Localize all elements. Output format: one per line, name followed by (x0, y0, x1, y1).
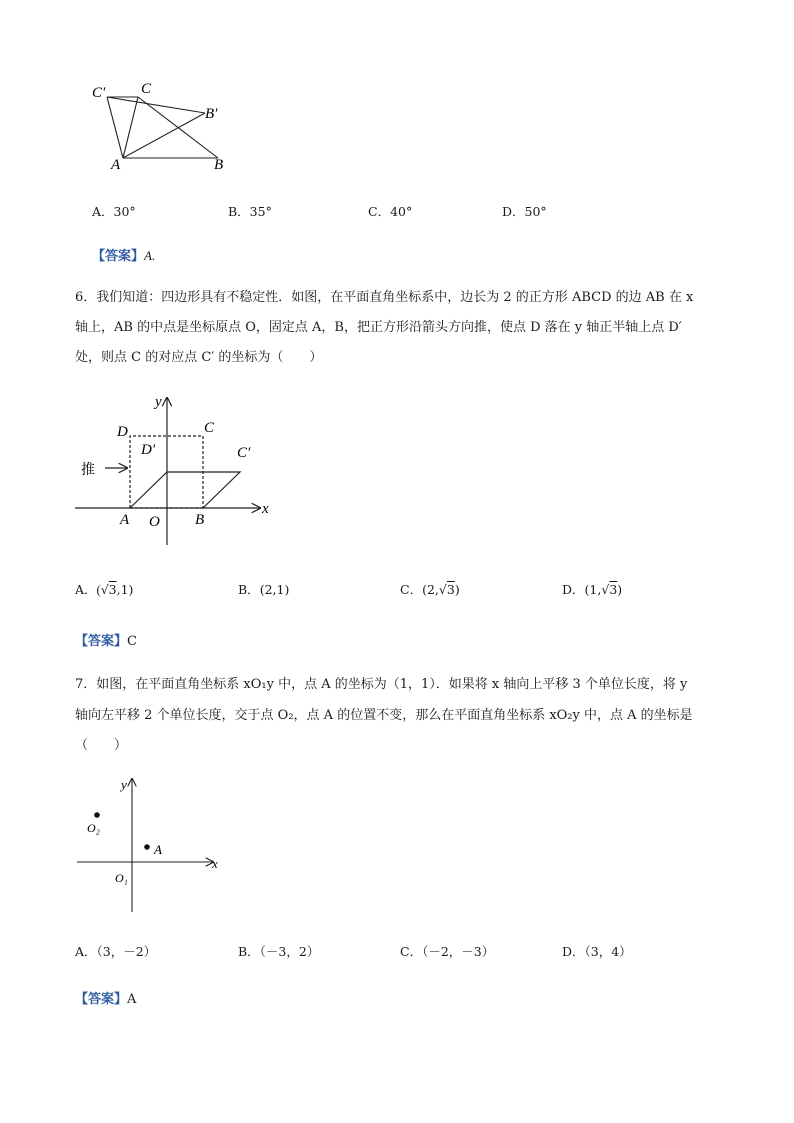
q7-option-c: C．（－2，－3） (400, 944, 495, 959)
q6-option-b (238, 580, 289, 598)
option-pre: (2, (422, 582, 439, 597)
q5-figure (85, 75, 245, 175)
sqrt-sign: √ (438, 582, 447, 597)
q5-answer (92, 245, 155, 264)
point-o2 (94, 812, 100, 818)
label-c: C (204, 420, 215, 436)
option-pre: ( (96, 583, 101, 597)
option-text: (2,1) (259, 582, 290, 597)
q7-option-b: B．（－3，2） (238, 944, 320, 959)
option-letter: C． (400, 582, 423, 597)
q7-line-1: 7．如图，在平面直角坐标系 xO₁y 中，点 A 的坐标为（1，1）．如果将 x 轴向上平移 3 个单位长度，将 y (75, 677, 688, 692)
answer-tag: 【答案】 (75, 992, 128, 1007)
q6-line-2: 轴上，AB 的中点是坐标原点 O，固定点 A，B，把正方形沿箭头方向推，使点 D 落在 y 轴正半轴上点 D′ (75, 320, 682, 335)
q6-line-3: 处，则点 C 的对应点 C′ 的坐标为（ ） (75, 350, 323, 365)
label-d-prime: D′ (141, 442, 156, 458)
option-post: ) (617, 582, 623, 597)
q7-line-3: （ ） (75, 738, 128, 753)
answer-tag: 【答案】 (92, 249, 145, 264)
sqrt-radicand: 3 (446, 582, 455, 597)
answer-value: A (127, 992, 137, 1007)
label-d: D (117, 424, 128, 440)
sqrt-radicand: 3 (609, 582, 618, 597)
q7-figure (75, 775, 225, 915)
point-a (144, 844, 150, 850)
option-post: ) (454, 582, 460, 597)
sqrt-sign: √ (601, 582, 610, 597)
label-b-prime: B′ (205, 106, 218, 122)
q7-option-a: A．（3，－2） (75, 944, 157, 959)
q5-option-b: B．35° (228, 204, 272, 219)
label-y: y (155, 394, 162, 410)
answer-tag: 【答案】 (75, 634, 128, 649)
option-letter: A． (75, 582, 97, 597)
q5-option-c: C．40° (368, 204, 413, 219)
q6-option-a (75, 580, 133, 598)
label-o2: O₂ (87, 821, 100, 835)
option-pre: (1, (584, 582, 602, 597)
label-push: 推 (81, 463, 95, 478)
option-post: ,1) (116, 582, 134, 597)
q6-option-d (562, 580, 622, 598)
label-c-prime: C′ (92, 85, 106, 101)
q6-option-c (400, 580, 460, 598)
label-b: B (195, 512, 205, 528)
answer-value: C (127, 634, 137, 649)
label-c-prime: C′ (237, 445, 251, 461)
label-x: x (212, 856, 218, 871)
label-a: A (120, 512, 130, 528)
label-a: A (154, 842, 162, 857)
label-a: A (111, 157, 121, 173)
label-o: O (149, 514, 160, 530)
option-letter: B． (238, 582, 260, 597)
q6-answer (75, 630, 137, 649)
sqrt-radicand: 3 (108, 582, 117, 597)
label-y: y (121, 777, 127, 792)
q5-option-d: D．50° (502, 204, 547, 219)
label-b: B (214, 157, 224, 173)
q5-option-a: A．30° (92, 204, 136, 219)
label-o1: O₁ (115, 871, 128, 885)
q7-answer (75, 988, 136, 1007)
label-x: x (262, 501, 269, 517)
label-c: C (141, 81, 152, 97)
q7-option-d: D．（3，4） (562, 944, 632, 959)
answer-value: A. (144, 248, 156, 263)
q6-figure (75, 390, 285, 550)
q6-line-1: 6．我们知道：四边形具有不稳定性．如图，在平面直角坐标系中，边长为 2 的正方形 ABCD 的边 AB 在 x (75, 290, 694, 305)
q7-line-2: 轴向左平移 2 个单位长度，交于点 O₂，点 A 的位置不变，那么在平面直角坐标系 xO₂y 中，点 A 的坐标是 (75, 708, 693, 723)
option-letter: D． (562, 582, 585, 597)
sqrt-sign: √ (100, 582, 109, 597)
